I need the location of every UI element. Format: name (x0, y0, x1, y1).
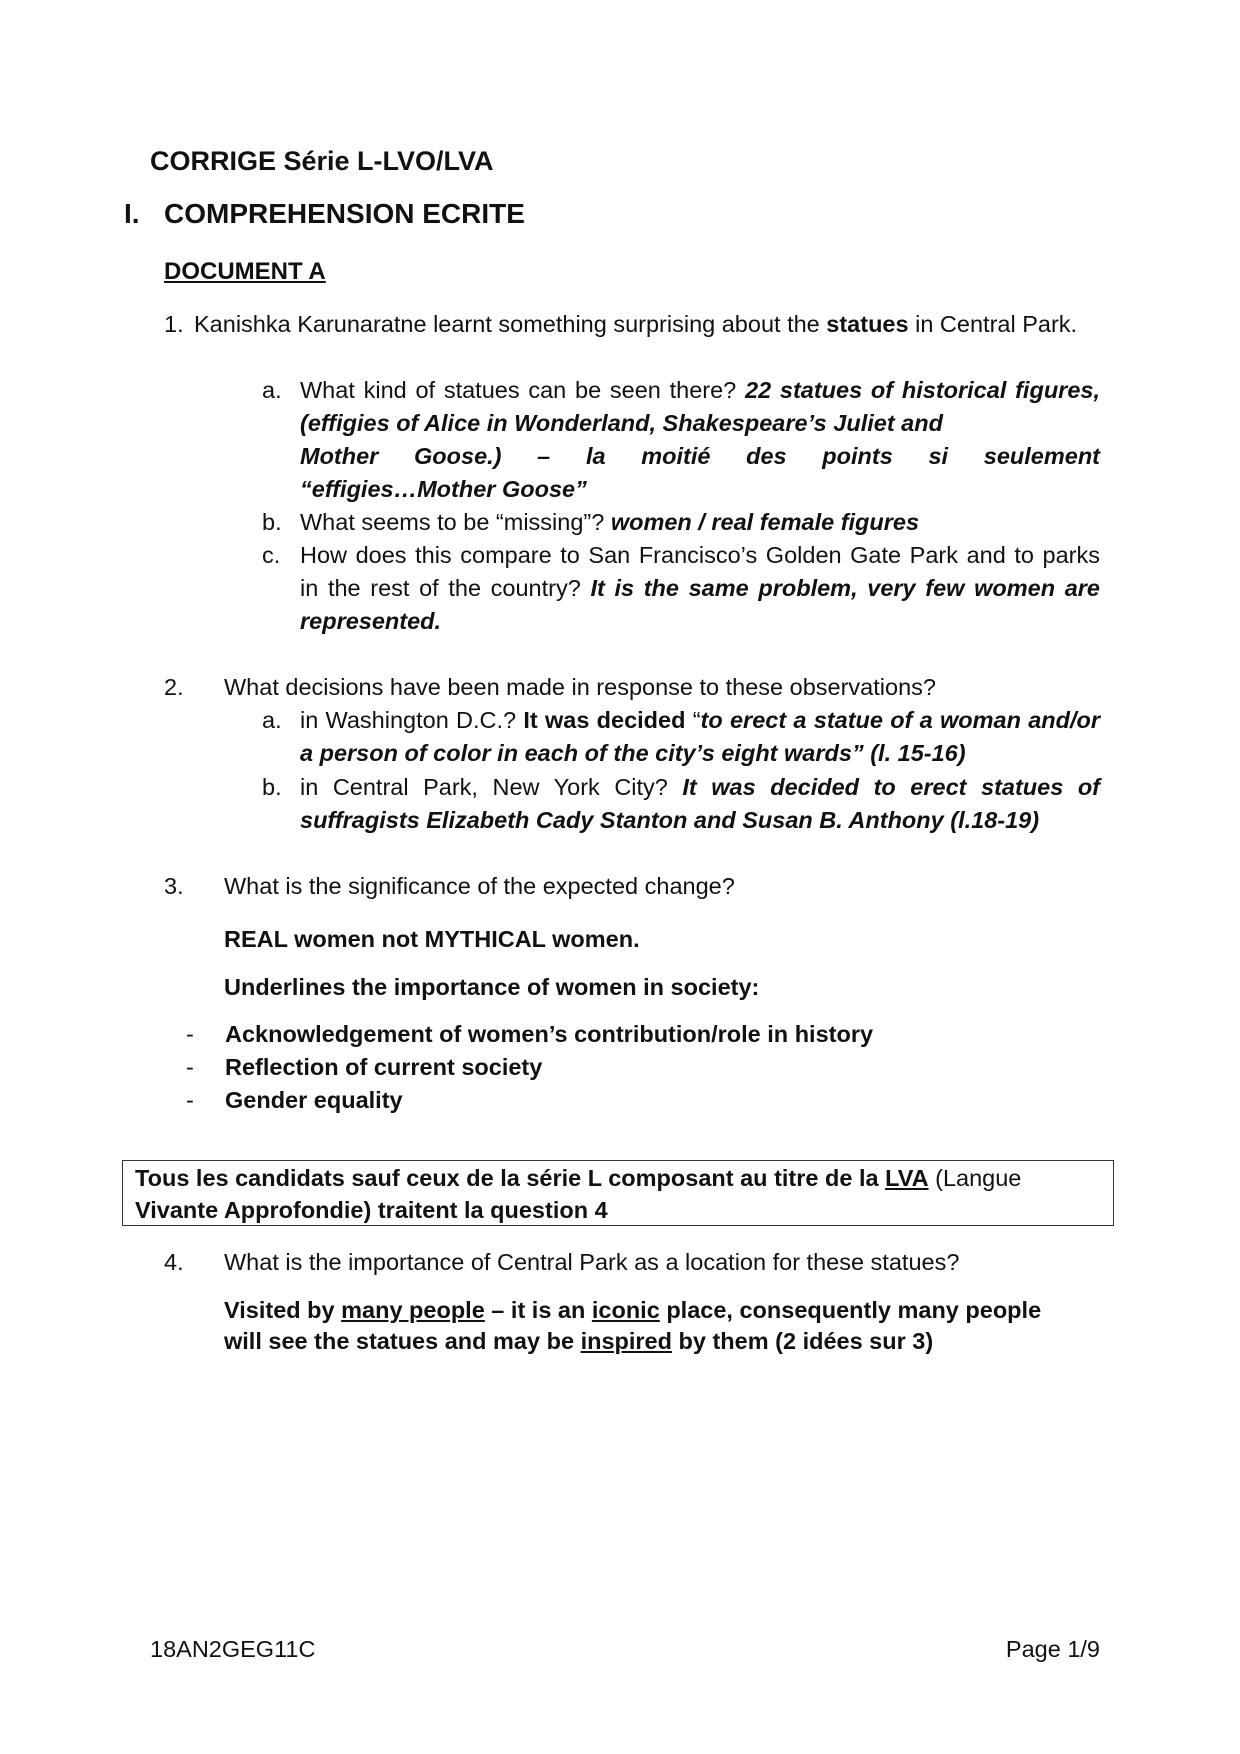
bullet-item: Reflection of current society (225, 1054, 543, 1080)
question-1a-text: What kind of statues can be seen there? 22 statues of historical figures, (effigies of Alice in Wonderland, Shakespeare’s Juliet and (300, 377, 1100, 436)
page-number: Page 1/9 (1005, 1636, 1100, 1662)
question-1b-answer: women / real female figures (610, 509, 920, 535)
question-2a-answer: to erect a statue of a woman and/or a person of color in each of the city’s eight wards” (l. 15-16) (300, 707, 1100, 766)
question-1b-letter: b. (262, 509, 282, 535)
question-1c-letter: c. (262, 542, 281, 568)
bullet-item: Gender equality (225, 1087, 403, 1113)
bullet-marker: - (186, 1087, 194, 1113)
question-1-text: Kanishka Karunaratne learnt something surprising about the statues in Central Park. (194, 311, 1078, 337)
bullet-marker: - (186, 1021, 194, 1047)
footer-code: 18AN2GEG11C (150, 1636, 316, 1662)
question-1a-answer-line2: Mother Goose.) – la moitié des points si seulement (300, 443, 1100, 469)
question-3-text: What is the significance of the expected change? (224, 873, 735, 899)
notice-line-1: Tous les candidats sauf ceux de la série L composant au titre de la LVA (Langue (135, 1165, 1022, 1191)
question-1a-answer-line3: “effigies…Mother Goose” (300, 476, 587, 502)
section-heading (124, 198, 525, 230)
question-4-number: 4. (164, 1249, 184, 1275)
document-title: CORRIGE Série L-LVO/LVA (150, 146, 494, 176)
question-3-answer-2: Underlines the importance of women in society: (224, 974, 760, 1000)
question-1c: c. How does this compare to San Francisco’s Golden Gate Park and to parks in the rest of the country? It is the same problem, very few women are represented. (262, 539, 1100, 638)
question-1a-answer: 22 statues of historical figures, (effigies of Alice in Wonderland, Shakespeare’s Juliet and (300, 377, 1100, 436)
bullet-marker: - (186, 1054, 194, 1080)
question-4-answer: Visited by many people – it is an iconic place, consequently many people will see the statues and may be inspired by them (2 idées sur 3) (224, 1297, 1042, 1354)
question-2-text: What decisions have been made in response to these observations? (224, 674, 936, 700)
question-1 (164, 308, 1100, 341)
question-2a-letter: a. (262, 707, 282, 733)
question-2b-letter: b. (262, 774, 282, 800)
question-1a (262, 374, 1100, 506)
section-number: I. (124, 198, 140, 229)
question-1c-answer: It is the same problem, very few women are represented. (300, 575, 1100, 634)
notice-box (122, 1160, 1114, 1226)
section-title: COMPREHENSION ECRITE (164, 198, 525, 229)
question-1b: b. What seems to be “missing”? women / real female figures (262, 506, 1100, 539)
question-2-number: 2. (164, 674, 184, 700)
question-2a: a. in Washington D.C.? It was decided “to erect a statue of a woman and/or a person of color in each of the city’s eight wards” (l. 15-16) (262, 704, 1100, 770)
question-1-number: 1. (164, 311, 184, 337)
bullet-item: Acknowledgement of women’s contribution/role in history (225, 1021, 874, 1047)
question-1a-letter: a. (262, 377, 282, 403)
question-3-number: 3. (164, 873, 184, 899)
question-4-text: What is the importance of Central Park as a location for these statues? (224, 1249, 960, 1275)
question-2b-answer: It was decided to erect statues of suffragists Elizabeth Cady Stanton and Susan B. Anthony (l.18-19) (300, 774, 1100, 833)
notice-line-2: Vivante Approfondie) traitent la question 4 (135, 1197, 608, 1223)
document-label: DOCUMENT A (164, 258, 326, 285)
question-2b: b. in Central Park, New York City? It was decided to erect statues of suffragists Elizabeth Cady Stanton and Susan B. Anthony (l.18-19) (262, 771, 1100, 837)
question-3-answer-1: REAL women not MYTHICAL women. (224, 926, 640, 952)
